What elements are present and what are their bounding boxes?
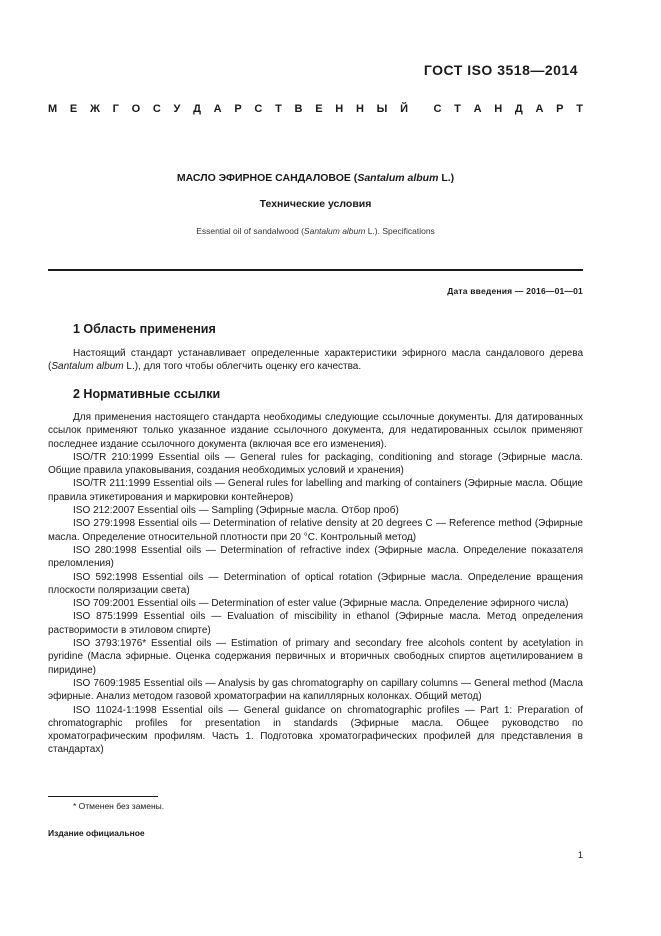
banner-letter: Г [112,103,119,115]
banner-letter: М [48,103,58,115]
document-subtitle: Технические условия [259,198,372,210]
title-en-latin: Santalum album [303,226,366,236]
banner-letter: Н [355,103,364,115]
title-en-prefix: Essential oil of sandalwood ( [196,226,304,236]
reference-item: ISO 709:2001 Essential oils — Determination of ester value (Эфирные масла. Определение эфирного числа) [73,598,569,610]
title-ru-suffix: L.) [438,172,455,184]
banner-letter: С [254,103,263,115]
section-1-heading: 1 Область применения [73,322,216,336]
s1-latin: Santalum album [51,361,124,373]
banner-letter: О [131,103,141,115]
header-rule [48,269,583,271]
banner-letter: Ы [376,103,388,115]
section-2-text [48,411,583,757]
banner-letter: С [152,103,161,115]
banner-letter: Е [69,103,78,115]
banner-letter: Р [556,103,564,115]
standard-banner [48,103,583,115]
effective-date: Дата введения — 2016—01—01 [447,286,583,296]
reference-item: ISO 875:1999 Essential oils — Evaluation of miscibility in ethanol (Эфирные масла. Метод определения растворимости в этиловом спирте) [48,611,583,636]
section-2-intro: Для применения настоящего стандарта необходимы следующие ссылочные документы. Для датированных ссылок применяют только указанное издание ссылочного документа, для недатированных ссылок применяют последнее издание ссылочного документа (включая все его изменения). [48,412,583,450]
reference-item: ISO 3793:1976* Essential oils — Estimation of primary and secondary free alcohols content by acetylation in pyridine (Масла эфирные. Оценка содержания первичных и вторичных свободных спиртов ацетилированием в пиридине) [48,638,583,676]
document-title-english [48,226,583,236]
reference-item: ISO 11024-1:1998 Essential oils — General guidance on chromatographic profiles — Part 1: Preparation of chromatographic profiles for presentation in standards (Эфирные масла. Общее руководство по хроматографическим профилям. Часть 1. Подготовка хроматографических профилей для представления в стандартах) [48,704,583,756]
banner-letter: А [213,103,222,115]
page-number: 1 [577,850,583,861]
banner-letter: Т [454,103,461,115]
section-1-paragraph [48,347,583,374]
reference-item: ISO/TR 210:1999 Essential oils — General rules for packaging, conditioning and storage (Эфирные масла. Общие правила упаковывания, создания необходимых условий и хранения) [48,451,583,477]
banner-letter: Е [315,103,323,115]
section-2-heading: 2 Нормативные ссылки [73,387,221,401]
reference-item: ISO 7609:1985 Essential oils — Analysis by gas chromatography on capillary columns — General method (Масла эфирные. Анализ методом газовой хроматографии на капиллярных колонках. Общий метод) [48,677,583,703]
title-en-suffix: L.). Specifications [365,226,435,236]
banner-letter: Ж [89,103,100,115]
banner-letter: Н [494,103,503,115]
banner-letter: Д [193,103,201,115]
reference-item: ISO 592:1998 Essential oils — Determination of optical rotation (Эфирные масла. Определение вращения плоскости поляризации света) [48,571,583,596]
banner-letter: А [473,103,482,115]
banner-letter: С [433,103,442,115]
s1-text-b: L.), для того чтобы облегчить оценку его качества. [123,361,362,373]
banner-letter: Р [234,103,242,115]
footnote: * Отменен без замены. [73,801,165,811]
banner-letter: Т [275,103,282,115]
section-1-text [48,347,583,374]
document-code: ГОСТ ISO 3518—2014 [423,62,578,78]
banner-letter: Т [576,103,583,115]
reference-item: ISO 212:2007 Essential oils — Sampling (Эфирные масла. Отбор проб) [73,505,399,517]
banner-letter: Д [514,103,523,115]
banner-letter: У [173,103,181,115]
s1-text-a: Настоящий стандарт устанавливает определенные характеристики эфирного масла сандалового дерева ( [48,348,583,373]
banner-letter: А [535,103,544,115]
footnote-rule [48,796,158,797]
reference-item: ISO 280:1998 Essential oils — Determination of refractive index (Эфирные масла. Определение показателя преломления) [48,544,583,570]
banner-letter: В [294,103,303,115]
document-title [48,172,583,184]
banner-letter: Й [400,103,409,115]
title-ru-prefix: МАСЛО ЭФИРНОЕ САНДАЛОВОЕ ( [176,172,358,184]
title-ru-latin: Santalum album [357,172,439,184]
reference-item: ISO/TR 211:1999 Essential oils — General rules for labelling and marking of containers (Эфирные масла. Общие правила этикетирования и маркировки контейнеров) [48,478,583,503]
reference-item: ISO 279:1998 Essential oils — Determination of relative density at 20 degrees C — Reference method (Эфирные масла. Определение относительной плотности при 20 °С. Контрольный метод) [48,518,583,543]
official-edition-note: Издание официальное [48,828,145,838]
banner-letter: Н [335,103,344,115]
